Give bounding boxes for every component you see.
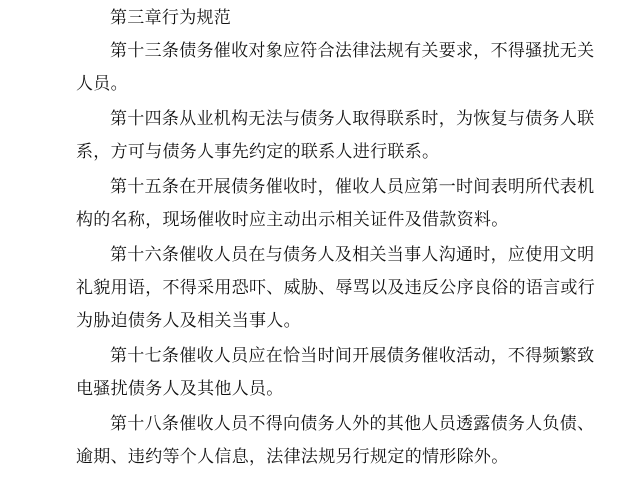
article-16-line-2: 礼貌用语，不得采用恐吓、威胁、辱骂以及违反公序良俗的语言或行 bbox=[76, 278, 595, 298]
article-13-line-1: 第十三条债务催收对象应符合法律法规有关要求，不得骚扰无关 bbox=[110, 41, 595, 61]
article-18-line-1: 第十八条催收人员不得向债务人外的其他人员透露债务人负债、 bbox=[110, 414, 595, 434]
article-14-line-1: 第十四条从业机构无法与债务人取得联系时，为恢复与债务人联 bbox=[110, 109, 595, 129]
article-18-line-2: 逾期、违约等个人信息，法律法规另行规定的情形除外。 bbox=[76, 447, 509, 467]
article-16-line-3: 为胁迫债务人及相关当事人。 bbox=[76, 311, 301, 331]
article-17-line-2: 电骚扰债务人及其他人员。 bbox=[76, 379, 284, 399]
article-15-line-2: 构的名称，现场催收时应主动出示相关证件及借款资料。 bbox=[76, 210, 509, 230]
chapter-title: 第三章行为规范 bbox=[110, 8, 232, 28]
article-17-line-1: 第十七条催收人员应在恰当时间开展债务催收活动，不得频繁致 bbox=[110, 346, 595, 366]
article-15-line-1: 第十五条在开展债务催收时，催收人员应第一时间表明所代表机 bbox=[110, 177, 595, 197]
article-13-line-2: 人员。 bbox=[76, 74, 128, 94]
article-14-line-2: 系，方可与债务人事先约定的联系人进行联系。 bbox=[76, 142, 440, 162]
article-16-line-1: 第十六条催收人员在与债务人及相关当事人沟通时，应使用文明 bbox=[110, 245, 595, 265]
